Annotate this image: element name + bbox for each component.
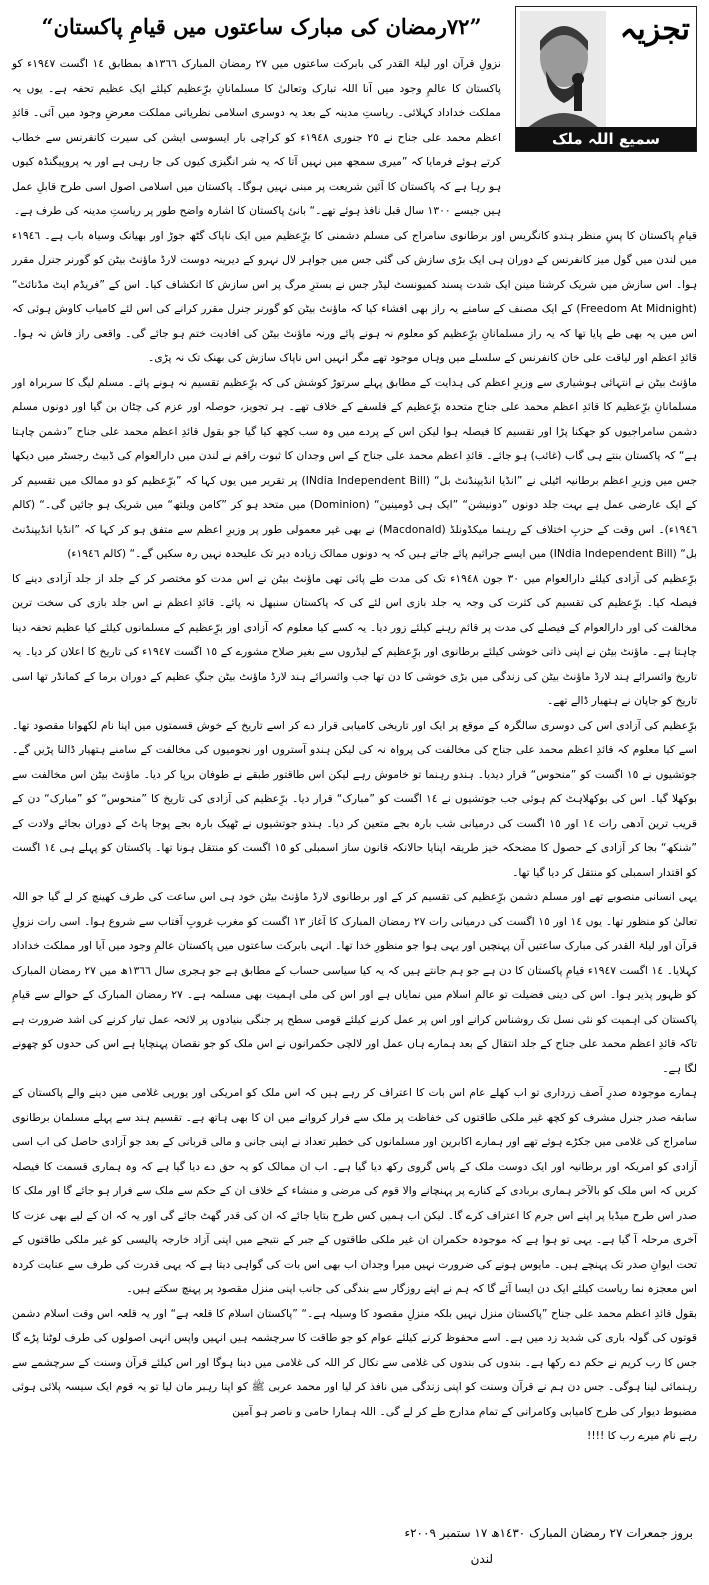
dateline: بروز جمعرات ٢٧ رمضان المبارک ١٤٣٠ھ ١٧ ستمبر ٢٠٠٩ء [404,1526,693,1540]
paragraph-3: ماؤنٹ بیٹن نے انتہائی ہوشیاری سے وزیرِ اعظم کی ہدایت کے مطابق پہلے سرتوڑ کوشش کی کہ برِّعظیم تقسیم نہ ہونے پائے۔ مسلم لیگ کا سربراہ اور مسلمانانِ برِّعظیم کا قائدِ اعظم محمد علی جناح متحدہ برِّعظیم کے فلسفے کے خلاف تھے۔ ہر تجویز، حوصلہ اور عزم کی چٹان بن گیا اور دونوں مسلم دشمن سامراجیوں کو جھکنا پڑا اور تقسیم کا فیصلہ ہوا لیکن اس کے پردے میں وہ سب کچھ کیا گیا جو بقول قائدِ اعظم محمد علی جناح ”دشمن چاہتا ہے“ کہ پاکستان بنتے ہی گاب (غائب) ہو جائے۔ قائدِ اعظم محمد علی جناح کے اس وجدان کا ثبوت راقم نے لندن میں دارالعوام کی ڈبیٹ رجسٹر میں دیکھا جس میں وزیرِ اعظم برطانیہ اٹیلی نے ”انڈیا انڈیپنڈنٹ بل“ (INdia Independent Bill) پر تقریر میں یوں کہا کہ ”برِّعظیم کو دو ممالک میں تقسیم کر کے ایک عارضی عمل ہے بہت جلد دونوں ”دونیشن“ ”ایک ہی ڈومینین“ (Dominion) میں متحد ہو کر ”کامن ویلتھ“ میں شریک ہو جائیں گی۔“ (کالم ١٩٤٦ء)۔ اس وقت کے حزبِ اختلاف کے رہنما میکڈونلڈ (Macdonald) نے بھی غیر معمولی طور پر وزیرِ اعظم سے متفق ہو کر کہا کہ ”انڈیا انڈیپنڈنٹ بل“ (INdia Independent Bill) میں ایسے جراثیم پائے جاتے ہیں کہ یہ دونوں ممالک زیادہ دیر تک علیحدہ نہیں رہ سکیں گے۔“ (کالم ١٩٤٦ء) [12,375,698,560]
article-title: ”٧٢رمضان کی مبارک ساعتوں میں قیامِ پاکستان“ [41,14,482,39]
paragraph-5: برِّعظیم کی آزادی اس کی دوسری سالگرہ کے موقع پر ایک اور تاریخی کامیابی قرار دے کر اسے تاریخ کے خوش قسمتوں میں اپنا نام لکھوانا مقصود تھا۔ اسے کیا معلوم کہ قائدِ اعظم محمد علی جناح کی مخالفت کی پرواہ نہ کی لیکن ہندو آستروں اور نجومیوں کی مخالفت کے سامنے ہتھیار ڈالنا پڑیں گے۔ جوتشیوں نے ١٥ اگست کو ”منحوس“ قرار دیدیا۔ ہندو رہنما تو خاموش رہے لیکن اس طاقتور طبقے نے طوفان برپا کر دیا۔ ماؤنٹ بیٹن اس مخالفت سے بوکھلا گیا۔ اس کی بوکھلاہٹ کم ہوئی جب جوتشیوں نے ١٤ اگست کو ”مبارک“ قرار دیا۔ برِّعظیم کی آزادی کی تاریخ کا ”منحوس“ کو ”مبارک“ دن کے قریب ترین آدھی رات ١٤ اور ١٥ اگست کی درمیانی شب بارہ بجے متعین کر دیا۔ ہندو جوتشیوں نے ٹھیک بارہ بجے پوجا پاٹ کے دوران بجائے ولادت کے ”شنکھ“ بجا کر آزادی کے حصول کا مضحکہ خیز طریقہ اپنایا حالانکہ قانون ساز اسمبلی کو ١٥ اگست کو منتقل ہونا تھا۔ پاکستان کو پہلے ہی ١٤ اگست کو اقتدار اسمبلی کو منتقل کر دیا گیا تھا۔ [12,718,697,879]
article-body [12,52,697,1449]
intro-wrap [12,52,501,224]
author-name-banner: سمیع اللہ ملک [516,127,696,151]
article-footer [393,1520,693,1572]
closing-line: رہے نام میرے رب کا !!!! [587,1429,697,1442]
paragraph-4: برِّعظیم کی آزادی کیلئے دارالعوام میں ٣٠ جون ١٩٤٨ء تک کی مدت طے پائی تھی ماؤنٹ بیٹن نے اس مدت کو مختصر کر کے جلد از جلد آزادی دینے کا فیصلہ کیا۔ برِّعظیم کی تقسیم کی کثرت کی وجہ یہ جلد بازی اس لئے کی کہ پاکستان سنبھل نہ پائے۔ قائدِ اعظم نے اس جلد بازی کی سخت ترین مخالفت کی اور دارالعوام کے فیصلے کی مدت پر قائم رہنے کیلئے زور دیا۔ یہ کسے کیا معلوم کہ آزادی اور برِّعظیم کے مسلمانوں کیلئے کیا عظیم تحفہ دینا چاہتا ہے۔ ماؤنٹ بیٹن نے اپنی ذاتی خوشی کیلئے برطانوی اور برِّعظیم کے لیڈروں سے بغیر صلاح مشورے کے ١٥ اگست ١٩٤٧ء کی تاریخ کا اعلان کر دیا۔ یہ تاریخ وائسرائے ہند لارڈ ماؤنٹ بیٹن کی زندگی میں بڑی خوشی کا دن تھا جب وائسرائے ہند لارڈ ماؤنٹ بیٹن جنگِ عظیم کے دوران برما کے کمانڈر تھا اسی تاریخ کو جاپان نے ہتھیار ڈالے تھے۔ [12,571,697,707]
paragraph-8: بقول قائدِ اعظم محمد علی جناح ”پاکستان منزل نہیں بلکہ منزلِ مقصود کا وسیلہ ہے۔“ ”پاکستان اسلام کا قلعہ ہے“ اور یہ قلعہ اس وقت اسلام دشمن قوتوں کی گولہ باری کی شدید زد میں ہے۔ اسے محفوظ کرنے کیلئے عوام کو جو طاقت کا سرچشمہ ہیں انہیں واپس انہی اصولوں کی طرف لوٹنا پڑے گا جس کا رب کریم نے حکم دے رکھا ہے۔ بندوں کی بندوں کی غلامی سے نکال کر اللہ کی غلامی میں دینا ہوگا اور اس کیلئے قرآن وسنت کے سرچشمے سے رہنمائی لینا ہوگی۔ جس دن ہم نے قرآن وسنت کو اپنی زندگی میں نافذ کر لیا اور محمد عربی ﷺ کو اپنا رہبر مان لیا تو یہ قوم ایک سیسہ پلائی ہوئی مضبوط دیوار کی طرح کامیابی وکامرانی کے تمام مدارج طے کر لے گی۔ اللہ ہمارا حامی و ناصر ہو آمین [12,1306,697,1418]
paragraph-2: قیامِ پاکستان کا پسِ منظر ہندو کانگریس اور برطانوی سامراج کی مسلم دشمنی کا برِّعظیم میں ایک ناپاک گٹھ جوڑ اور بھیانک وسیاہ باب ہے۔ ١٩٤٦ء میں لندن میں گول میز کانفرنس کے دوران ہی ایک بڑی سازش کی گئی جس میں جواہر لال نہرو کے دیرینہ دوست لارڈ ماؤنٹ بیٹن کو گورنر جنرل مقرر ہوا۔ اس سازش میں شریک کرشنا مینن ایک شدت پسند کمیونسٹ لیڈر جس نے بسترِ مرگ پر اس سازش کا انکشاف کیا۔ اس کے ”فریڈم ایٹ مڈنائٹ“ (Freedom At Midnight) کے ایک مصنف کے سامنے یہ راز بھی افشاء کیا کہ ماؤنٹ بیٹن کو گورنر جنرل مقرر کرانے کی اس لئے کامیاب کاوش ہوئی کہ اس میں یہ بھی طے پایا تھا کہ یہ راز مسلمانانِ برِّعظیم کو معلوم نہ ہونے پائے ورنہ ماؤنٹ بیٹن کی افادیت ختم ہو جائے گی۔ واقعی راز فاش نہ ہوا۔ قائدِ اعظم اور لیاقت علی خان کانفرنس کے سلسلے میں وہاں موجود تھے مگر انہیں اس ناپاک سازش کی بھنک تک نہ پڑی۔ [12,228,697,364]
paragraph-1: نزولِ قرآن اور لیلۃ القدر کی بابرکت ساعتوں میں ٢٧ رمضان المبارک ١٣٦٦ھ بمطابق ١٤ اگست ١٩٤٧ء کو پاکستان کا عالمِ وجود میں آنا اللہ تبارک وتعالیٰ کا مسلمانانِ برِّعظیم کیلئے ایک عظیم تحفہ ہے۔ یوں یہ مملکت خداداد کہلائی۔ ریاستِ مدینہ کے بعد یہ دوسری اسلامی نظریاتی مملکت معرضِ وجود میں آئی۔ قائدِ اعظم محمد علی جناح نے ٢٥ جنوری ١٩٤٨ء کو کراچی بار ایسوسی ایشن کی سیرت کانفرنس سے خطاب کرتے ہوئے فرمایا کہ ”میری سمجھ میں نہیں آتا کہ یہ شر انگیزی کیوں کی جا رہی ہے اور یہ پروپیگنڈہ کیوں ہو رہا ہے کہ پاکستان کا آئین شریعت پر مبنی نہیں ہوگا۔ پاکستان میں اسلامی اصول اسی طرح قابلِ عمل ہیں جیسے ١٣٠٠ سال قبل نافذ ہوئے تھے۔“ بانیٔ پاکستان کا اشارہ واضح طور پر ریاستِ مدینہ کی طرف ہے۔ [12,57,501,217]
paragraph-7: ہمارے موجودہ صدرِ آصف زرداری تو اب کھلے عام اس بات کا اعتراف کر رہے ہیں کہ اس ملک کو امریکی اور یورپی غلامی میں دینے والے پاکستان کے سابقہ صدر جنرل مشرف کو کچھ غیر ملکی طاقتوں کی خفاظت پر ملک سے فرار کروانے میں ان کا بھی ہاتھ ہے۔ تقسیم ہند سے پہلے مسلمان برطانوی سامراج کی غلامی میں جکڑے ہوئے تھے اور ہمارے اکابرین اور مسلمانوں کی خطیر تعداد نے اپنی جانی و مالی قربانی کے بعد جو آزادی حاصل کی اب اسی آزادی کو امریکہ اور برطانیہ اور ایک دوست ملک کے پاس گروی رکھ دیا گیا ہے۔ اب ان ممالک کو یہ حق دے دیا گیا ہے کہ وہ ہماری قسمت کا فیصلہ کریں کہ اس ملک کو بالآخر ہماری بربادی کے کنارے پر پہنچانے والا قوم کی مرضی و منشاء کے خلاف ان کے حکم سے ملک سے فرار ہو جائے گا اور ملک کا صدر اس طرح میڈیا پر اپنے اس جرم کا اعتراف کرے گا۔ لیکن اب ہمیں کس طرح بتایا جائے کہ ان کی قدر گھٹ جائے گی اور یہ کہ ان کے لیے بھی عزت کا آخری مرحلہ آ گیا ہے۔ یہی تو ہوا ہے کہ موجودہ حکمران ان غیر ملکی طاقتوں کے جبر کے نتیجے میں اپنی آزاد خارجہ پالیسی کو غیر ملکی طاقتوں کے تحت ایوانِ صدر تک پہنچے ہیں۔ مایوس ہونے کی ضرورت نہیں میرا وجدان اب بھی اس بات کی گواہی دیتا ہے کہ یہی قدرت کی طرف سے عنایت کردہ اس معجزہ نما ریاست کیلئے ایک دن ایسا آئے گا کہ ہم نے اپنے روزگار سے بندگی کی جانب اپنی منزل مقصود پر پہنچ سکتے ہیں۔ [12,1086,697,1295]
dateline-city: لندن [470,1552,493,1566]
column-brand: تجزیہ [619,12,690,47]
paragraph-6: یہی انسانی منصوبے تھے اور مسلم دشمن برِّعظیم کی تقسیم کر کے اور برطانوی لارڈ ماؤنٹ بیٹن خود ہی اس ساعت کی طرف کھینچ کر لے گیا جو اللہ تعالیٰ کو منظور تھا۔ یوں ١٤ اور ١٥ اگست کی درمیانی رات ٢٧ رمضان المبارک کا آغاز ١٣ اگست کو مغرب غروبِ آفتاب سے شروع ہوا۔ اسی رات نزولِ قرآن اور لیلۃ القدر کی مبارک ساعتیں آن پہنچیں اور یہی ہوا جو منظورِ خدا تھا۔ انہی بابرکت ساعتوں میں پاکستان عالمِ وجود میں آیا اور مملکت خداداد کہلایا۔ ١٤ اگست ١٩٤٧ء قیامِ پاکستان کا دن ہے جو ہم جانتے ہیں کہ یہ کیا سیاسی حساب کے مطابق ہے جو ہجری سال ١٣٦٦ھ میں ٢٧ رمضان المبارک کو ظہور پذیر ہوا۔ اس کی دینی فضیلت تو عالمِ اسلام میں نمایاں ہے اور اس کی ملی اہمیت بھی مسلمہ ہے۔ ٢٧ رمضان المبارک کے حوالے سے قیامِ پاکستان کی اہمیت کو نئی نسل تک روشناس کرانے اور اس پر عمل کرنے کیلئے قومی سطح پر جنگی بنیادوں پر لائحہ عمل تیار کرنے کی اشد ضرورت ہے تاکہ قائدِ اعظم محمد علی جناح کے جلد انتقال کے بعد ہمارے ہاں عمل اور لالچی حکمرانوں نے اس ملک کو جو نقصان پہنچایا ہے اس کی حدوں کو چھونے لگا ہے۔ [12,890,697,1075]
